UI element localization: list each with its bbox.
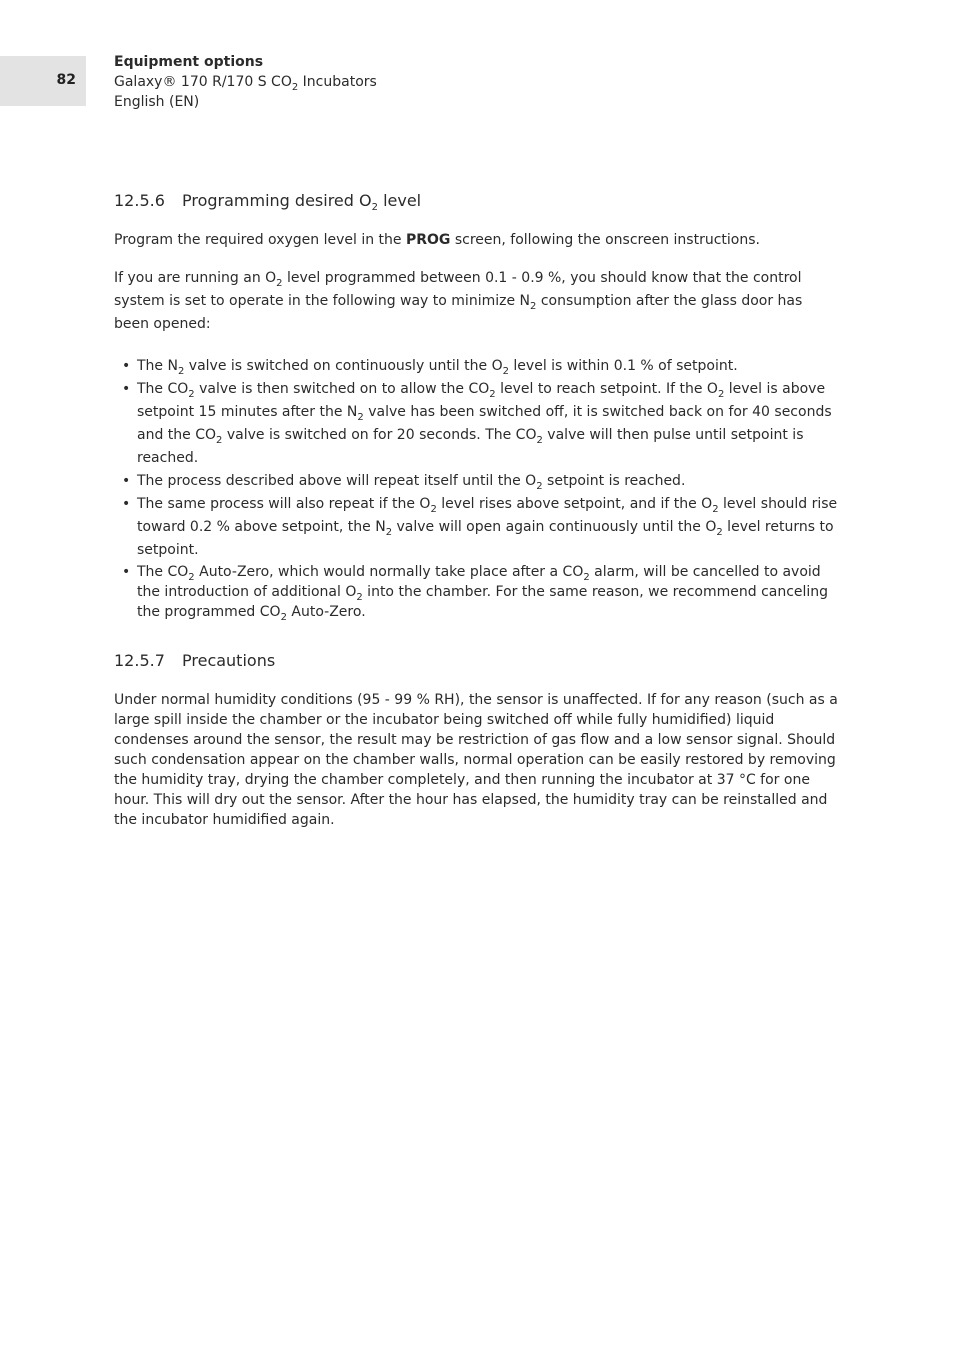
text-segment: alarm, will be cancelled to avoid the introduction of additional O bbox=[137, 564, 821, 600]
paragraph-o2-level bbox=[114, 267, 840, 336]
subscript: 2 bbox=[276, 278, 283, 289]
text-segment: valve is then switched on to allow the CO bbox=[194, 381, 490, 397]
subscript: 2 bbox=[188, 572, 195, 583]
bullet-glyph: • bbox=[122, 473, 131, 489]
text-segment: level is above setpoint 15 minutes after the N bbox=[137, 381, 826, 420]
subscript: 2 bbox=[583, 572, 590, 583]
text-segment: Auto-Zero. bbox=[286, 604, 366, 620]
header-product-sub: 2 bbox=[291, 82, 299, 93]
subscript: 2 bbox=[357, 412, 364, 423]
header-title: Equipment options bbox=[114, 54, 264, 70]
subscript: 2 bbox=[177, 366, 185, 377]
section-heading-12-5-6 bbox=[114, 190, 840, 212]
text-segment: level to reach setpoint. If the O bbox=[495, 381, 718, 397]
section-title: Precautions bbox=[182, 651, 276, 670]
bullet-glyph: • bbox=[122, 496, 131, 512]
text-segment: Auto-Zero, which would normally take place after a CO bbox=[194, 564, 584, 580]
text-segment: into the chamber. For the same reason, we recommend canceling the programmed CO bbox=[137, 584, 829, 620]
text-segment: valve has been switched off, it is switched back on for 40 seconds and the CO bbox=[137, 404, 832, 443]
subscript: 2 bbox=[356, 592, 363, 603]
section-title-a: Programming desired O bbox=[182, 191, 372, 210]
prog-keyword: PROG bbox=[405, 232, 451, 248]
header-language: English (EN) bbox=[114, 94, 200, 110]
text-segment: valve is switched on continuously until the O bbox=[184, 358, 503, 374]
subscript: 2 bbox=[188, 389, 195, 400]
section-number: 12.5.6 bbox=[114, 191, 165, 210]
bullet-glyph: • bbox=[122, 381, 131, 397]
subscript: 2 bbox=[717, 389, 725, 400]
prog-text-a: Program the required oxygen level in the bbox=[114, 232, 406, 248]
list-item bbox=[114, 378, 840, 470]
prog-text-b: screen, following the onscreen instructions. bbox=[450, 232, 760, 248]
list-item bbox=[114, 493, 840, 562]
list-item bbox=[114, 562, 840, 622]
text-segment: level rises above setpoint, and if the O bbox=[436, 496, 713, 512]
subscript: 2 bbox=[716, 527, 723, 538]
bullet-glyph: • bbox=[122, 358, 131, 374]
text-segment: valve will open again continuously until the O bbox=[392, 519, 717, 535]
header-product-b: Incubators bbox=[298, 74, 377, 90]
text-segment: level is within 0.1 % of setpoint. bbox=[508, 358, 738, 374]
text-segment: The N bbox=[137, 358, 178, 374]
text-segment: The same process will also repeat if the O bbox=[137, 496, 431, 512]
subscript: 2 bbox=[712, 504, 719, 515]
section-title-b: level bbox=[377, 191, 422, 210]
page-number-tab bbox=[0, 56, 86, 106]
section-title-sub: 2 bbox=[371, 202, 378, 213]
text-segment: valve is switched on for 20 seconds. The CO bbox=[222, 427, 537, 443]
section-heading-12-5-7 bbox=[114, 650, 840, 672]
list-item bbox=[114, 355, 840, 378]
text-segment: level returns to setpoint. bbox=[137, 519, 834, 558]
text-segment: The CO bbox=[137, 381, 189, 397]
text-segment: level should rise toward 0.2 % above setpoint, the N bbox=[137, 496, 838, 535]
text-segment: The process described above will repeat itself until the O bbox=[137, 473, 537, 489]
text-segment: setpoint is reached. bbox=[542, 473, 686, 489]
subscript: 2 bbox=[430, 504, 437, 515]
text-segment: level programmed between 0.1 - 0.9 %, you should know that the control system is set to operate in the following way to minimize N bbox=[114, 270, 802, 309]
section-number: 12.5.7 bbox=[114, 651, 165, 670]
bullet-list bbox=[114, 355, 840, 622]
list-item bbox=[114, 470, 840, 493]
subscript: 2 bbox=[502, 366, 509, 377]
page-number: 82 bbox=[56, 72, 76, 88]
paragraph-prog bbox=[114, 230, 840, 250]
header-product-a: Galaxy® 170 R/170 S CO bbox=[114, 74, 292, 90]
subscript: 2 bbox=[530, 301, 537, 312]
text-segment: If you are running an O bbox=[114, 270, 277, 286]
subscript: 2 bbox=[536, 435, 543, 446]
header-product bbox=[114, 72, 377, 92]
text-segment: The CO bbox=[137, 564, 189, 580]
page-content bbox=[114, 190, 840, 830]
text-segment: valve will then pulse until setpoint is reached. bbox=[137, 427, 804, 466]
subscript: 2 bbox=[385, 527, 393, 538]
running-header bbox=[114, 52, 377, 112]
paragraph-precautions: Under normal humidity conditions (95 - 99 % RH), the sensor is unaffected. If for any reason (such as a large spill inside the chamber or the incubator being switched off while fully humidified) liquid condenses around the sensor, the result may be restriction of gas flow and a low sensor signal. Should such condensation appear on the chamber walls, normal operation can be easily restored by removing the humidity tray, drying the chamber completely, and then running the incubator at 37 °C for one hour. This will dry out the sensor. After the hour has elapsed, the humidity tray can be reinstalled and the incubator humidified again. bbox=[114, 692, 838, 828]
subscript: 2 bbox=[536, 481, 543, 492]
text-segment: consumption after the glass door has been opened: bbox=[114, 293, 803, 332]
subscript: 2 bbox=[216, 435, 223, 446]
subscript: 2 bbox=[489, 389, 496, 400]
subscript: 2 bbox=[280, 612, 287, 623]
bullet-glyph: • bbox=[122, 564, 131, 580]
